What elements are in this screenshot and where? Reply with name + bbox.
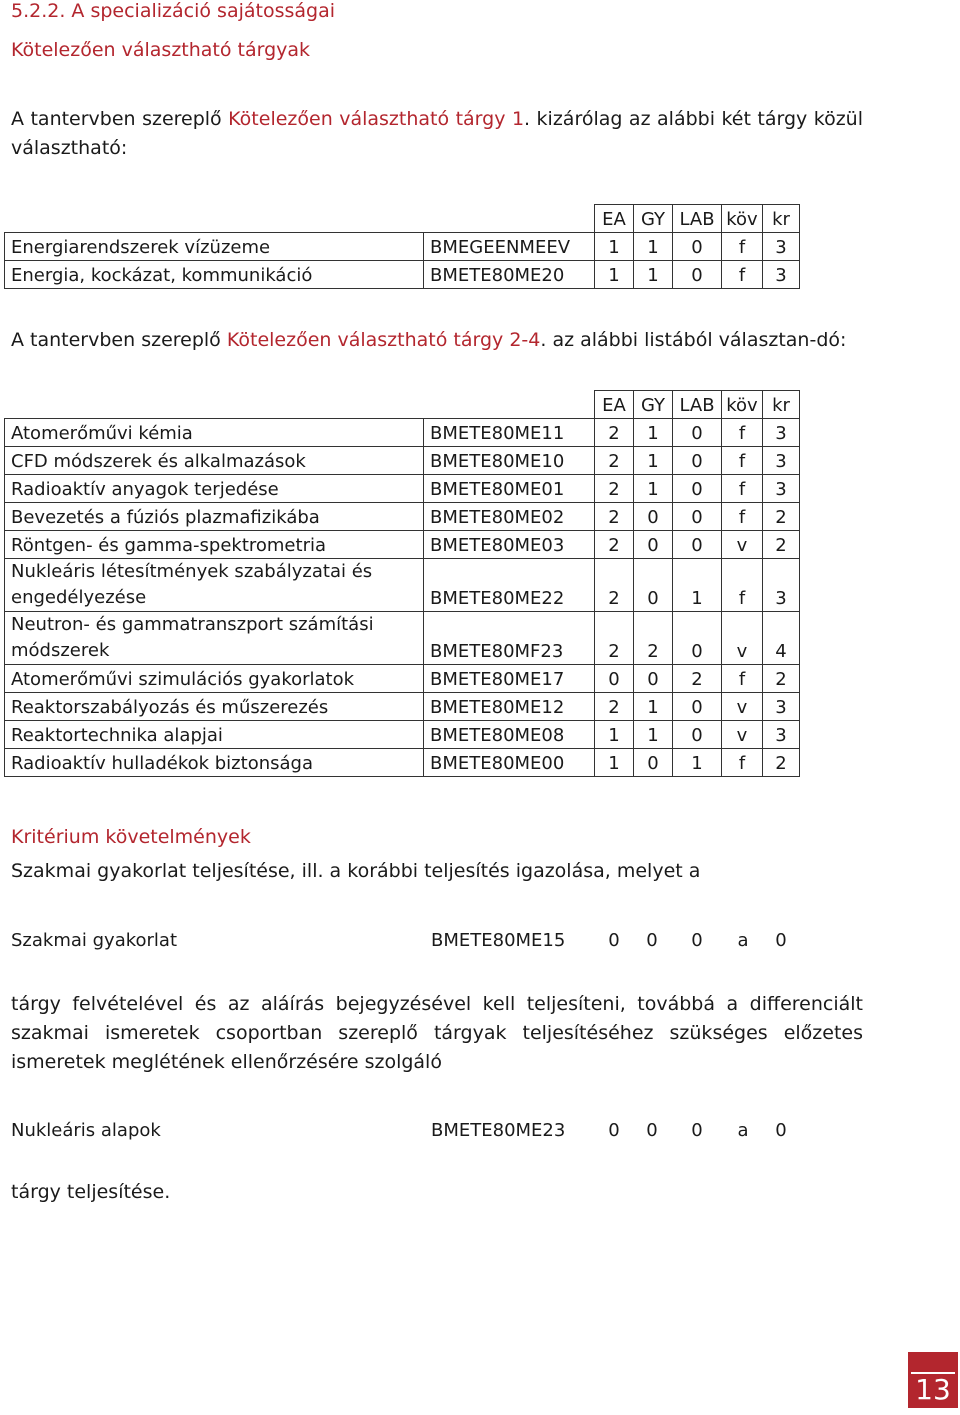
- mandatory-elective-1-table: [4, 204, 800, 289]
- cell-ea: 2: [595, 503, 634, 531]
- cell-kov: f: [722, 233, 763, 261]
- cell-gy: 0: [634, 665, 673, 693]
- header-blank: [5, 391, 424, 419]
- cell-lab: 0: [673, 419, 722, 447]
- cell-kr: 3: [763, 721, 800, 749]
- practice-course-row: [11, 930, 799, 951]
- cell-ea: 1: [595, 233, 634, 261]
- cell-gy: 0: [634, 749, 673, 777]
- cell-gy: 1: [634, 475, 673, 503]
- cell-lab: 0: [673, 612, 722, 665]
- nuclear-course-row: [11, 1120, 799, 1141]
- cell-name: [5, 612, 424, 665]
- cell-code: BMEGEENMEEV: [424, 233, 595, 261]
- cell-kr: 3: [763, 261, 800, 289]
- cell-name: [5, 559, 424, 612]
- table-row: [5, 419, 800, 447]
- page-number: 13: [911, 1372, 955, 1408]
- cell-kov: v: [722, 612, 763, 665]
- cell-ea: 2: [595, 612, 634, 665]
- nuclear-gy: 0: [646, 1120, 658, 1141]
- column-header: kr: [763, 391, 800, 419]
- table-header-row: [5, 205, 800, 233]
- cell-kov: f: [722, 447, 763, 475]
- practice-kr: 0: [775, 930, 787, 951]
- intro-paragraph-1: [11, 105, 863, 163]
- cell-lab: 0: [673, 261, 722, 289]
- intro1-post: . kizárólag az alábbi két tárgy közül választható:: [11, 108, 863, 159]
- cell-name: Radioaktív anyagok terjedése: [5, 475, 424, 503]
- cell-name-text: Nukleáris létesítmények szabályzatai és engedélyezése: [11, 561, 373, 608]
- cell-gy: 1: [634, 721, 673, 749]
- cell-ea: 2: [595, 693, 634, 721]
- cell-ea: 2: [595, 419, 634, 447]
- nuclear-kr: 0: [775, 1120, 787, 1141]
- cell-name: Reaktortechnika alapjai: [5, 721, 424, 749]
- mandatory-elective-2-4-table: [4, 390, 800, 777]
- practice-lab: 0: [691, 930, 703, 951]
- closing-text: tárgy teljesítése.: [11, 1181, 171, 1203]
- cell-code: BMETE80ME00: [424, 749, 595, 777]
- cell-gy: 2: [634, 612, 673, 665]
- cell-gy: 0: [634, 531, 673, 559]
- cell-kr: 3: [763, 233, 800, 261]
- cell-code: BMETE80ME11: [424, 419, 595, 447]
- cell-code: BMETE80ME02: [424, 503, 595, 531]
- table-row: [5, 721, 800, 749]
- cell-lab: 0: [673, 447, 722, 475]
- cell-code: BMETE80ME03: [424, 531, 595, 559]
- cell-code: BMETE80MF23: [424, 612, 595, 665]
- table-row: [5, 261, 800, 289]
- cell-name: Energiarendszerek vízüzeme: [5, 233, 424, 261]
- cell-kr: 2: [763, 531, 800, 559]
- nuclear-kov: a: [737, 1120, 749, 1141]
- cell-lab: 0: [673, 233, 722, 261]
- column-header: GY: [634, 205, 673, 233]
- header-blank: [424, 391, 595, 419]
- table-row: [5, 749, 800, 777]
- table-row: [5, 612, 800, 665]
- cell-name: Atomerőművi szimulációs gyakorlatok: [5, 665, 424, 693]
- table-row: [5, 531, 800, 559]
- cell-ea: 1: [595, 721, 634, 749]
- nuclear-ea: 0: [608, 1120, 620, 1141]
- intro1-bold: Kötelezően választható tárgy 1: [228, 108, 525, 130]
- table-row: [5, 447, 800, 475]
- table-row: [5, 503, 800, 531]
- cell-kov: v: [722, 531, 763, 559]
- cell-gy: 1: [634, 419, 673, 447]
- cell-code: BMETE80ME10: [424, 447, 595, 475]
- cell-lab: 0: [673, 693, 722, 721]
- cell-gy: 1: [634, 693, 673, 721]
- nuclear-name: Nukleáris alapok: [11, 1120, 161, 1141]
- cell-gy: 0: [634, 503, 673, 531]
- cell-gy: 0: [634, 559, 673, 612]
- cell-kr: 3: [763, 475, 800, 503]
- cell-gy: 1: [634, 261, 673, 289]
- cell-ea: 1: [595, 261, 634, 289]
- cell-code: BMETE80ME01: [424, 475, 595, 503]
- table-row: [5, 693, 800, 721]
- intro2-pre: A tantervben szereplő: [11, 329, 227, 351]
- cell-kov: v: [722, 693, 763, 721]
- cell-kov: f: [722, 559, 763, 612]
- cell-lab: 0: [673, 503, 722, 531]
- column-header: köv: [722, 391, 763, 419]
- cell-kr: 3: [763, 447, 800, 475]
- cell-name: Bevezetés a fúziós plazmafizikába: [5, 503, 424, 531]
- section-title: 5.2.2. A specializáció sajátosságai: [11, 0, 336, 22]
- cell-code: BMETE80ME08: [424, 721, 595, 749]
- cell-name: Reaktorszabályozás és műszerezés: [5, 693, 424, 721]
- column-header: EA: [595, 205, 634, 233]
- cell-name: Energia, kockázat, kommunikáció: [5, 261, 424, 289]
- practice-kov: a: [737, 930, 749, 951]
- cell-ea: 2: [595, 475, 634, 503]
- cell-ea: 2: [595, 447, 634, 475]
- cell-name-text: Neutron- és gammatranszport számítási módszerek: [11, 614, 374, 661]
- table-row: [5, 233, 800, 261]
- table-row: [5, 475, 800, 503]
- cell-name: Röntgen- és gamma-spektrometria: [5, 531, 424, 559]
- practice-ea: 0: [608, 930, 620, 951]
- cell-kr: 2: [763, 503, 800, 531]
- cell-lab: 0: [673, 721, 722, 749]
- cell-kov: f: [722, 261, 763, 289]
- cell-ea: 0: [595, 665, 634, 693]
- column-header: LAB: [673, 391, 722, 419]
- nuclear-lab: 0: [691, 1120, 703, 1141]
- cell-ea: 2: [595, 531, 634, 559]
- intro2-bold: Kötelezően választható tárgy 2-4: [226, 329, 541, 351]
- cell-ea: 2: [595, 559, 634, 612]
- column-header: GY: [634, 391, 673, 419]
- cell-lab: 2: [673, 665, 722, 693]
- cell-kov: f: [722, 475, 763, 503]
- cell-kr: 4: [763, 612, 800, 665]
- cell-kov: f: [722, 665, 763, 693]
- subtitle: Kötelezően választható tárgyak: [11, 39, 311, 61]
- header-blank: [5, 205, 424, 233]
- column-header: köv: [722, 205, 763, 233]
- criteria-text: Szakmai gyakorlat teljesítése, ill. a korábbi teljesítés igazolása, melyet a: [11, 860, 701, 882]
- practice-code: BMETE80ME15: [431, 930, 566, 951]
- intro-paragraph-2: [11, 326, 863, 355]
- intro2-post: . az alábbi listából választan-dó:: [540, 329, 847, 351]
- cell-code: BMETE80ME20: [424, 261, 595, 289]
- cell-kr: 3: [763, 693, 800, 721]
- cell-gy: 1: [634, 447, 673, 475]
- cell-code: BMETE80ME12: [424, 693, 595, 721]
- cell-name: CFD módszerek és alkalmazások: [5, 447, 424, 475]
- column-header: EA: [595, 391, 634, 419]
- cell-lab: 0: [673, 531, 722, 559]
- cell-kov: f: [722, 749, 763, 777]
- cell-kov: v: [722, 721, 763, 749]
- table-header-row: [5, 391, 800, 419]
- cell-kr: 3: [763, 559, 800, 612]
- cell-code: BMETE80ME22: [424, 559, 595, 612]
- cell-kov: f: [722, 503, 763, 531]
- criteria-title: Kritérium követelmények: [11, 826, 251, 848]
- practice-gy: 0: [646, 930, 658, 951]
- intro1-pre: A tantervben szereplő: [11, 108, 229, 130]
- nuclear-code: BMETE80ME23: [431, 1120, 566, 1141]
- cell-name: Radioaktív hulladékok biztonsága: [5, 749, 424, 777]
- table-row: [5, 559, 800, 612]
- practice-paragraph: tárgy felvételével és az aláírás bejegyzésével kell teljesíteni, továbbá a differenciált szakmai ismeretek csoportban szereplő tárgyak teljesítéséhez szükséges előzetes ismeretek meglétének ellenőrzésére szolgáló: [11, 993, 863, 1073]
- table-row: [5, 665, 800, 693]
- cell-ea: 1: [595, 749, 634, 777]
- column-header: kr: [763, 205, 800, 233]
- header-blank: [424, 205, 595, 233]
- cell-gy: 1: [634, 233, 673, 261]
- cell-name: Atomerőművi kémia: [5, 419, 424, 447]
- column-header: LAB: [673, 205, 722, 233]
- cell-lab: 1: [673, 749, 722, 777]
- cell-kr: 2: [763, 749, 800, 777]
- cell-kr: 2: [763, 665, 800, 693]
- cell-kr: 3: [763, 419, 800, 447]
- page-number-badge: [908, 1352, 958, 1408]
- cell-lab: 1: [673, 559, 722, 612]
- practice-name: Szakmai gyakorlat: [11, 930, 178, 951]
- cell-lab: 0: [673, 475, 722, 503]
- cell-kov: f: [722, 419, 763, 447]
- cell-code: BMETE80ME17: [424, 665, 595, 693]
